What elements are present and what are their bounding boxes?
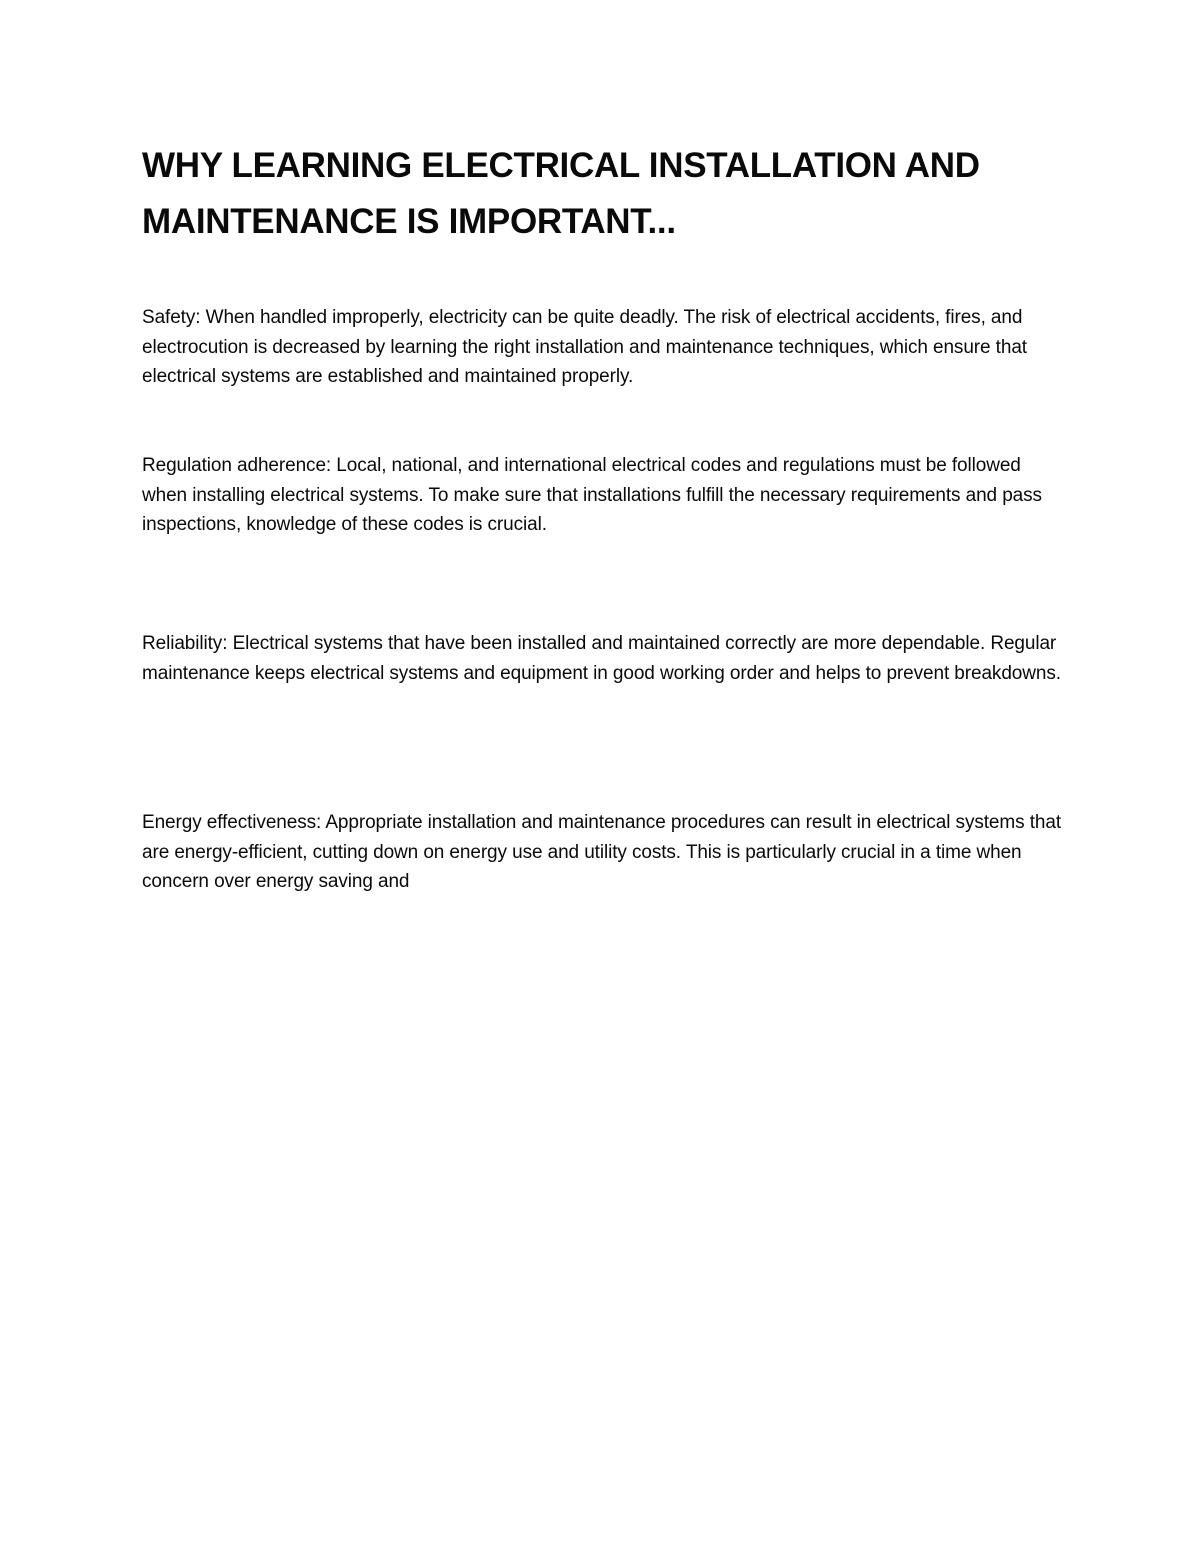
paragraph-energy-effectiveness: Energy effectiveness: Appropriate installation and maintenance procedures can result in electrical systems that are energy-efficient, cutting down on energy use and utility costs. This is particularly crucial in a time when concern over energy saving and	[142, 812, 1062, 892]
paragraph-reliability: Reliability: Electrical systems that have been installed and maintained correctly are more dependable. Regular maintenance keeps electrical systems and equipment in good working order and helps to prevent breakdowns.	[142, 633, 1061, 684]
page-title: WHY LEARNING ELECTRICAL INSTALLATION AND MAINTENANCE IS IMPORTANT...	[142, 146, 980, 241]
paragraph-safety: Safety: When handled improperly, electricity can be quite deadly. The risk of electrical accidents, fires, and electrocution is decreased by learning the right installation and maintenance techniques, which ensure that electrical systems are established and maintained properly.	[142, 307, 1027, 387]
paragraph-regulation-adherence: Regulation adherence: Local, national, and international electrical codes and regulations must be followed when installing electrical systems. To make sure that installations fulfill the necessary requirements and pass inspections, knowledge of these codes is crucial.	[142, 455, 1042, 535]
